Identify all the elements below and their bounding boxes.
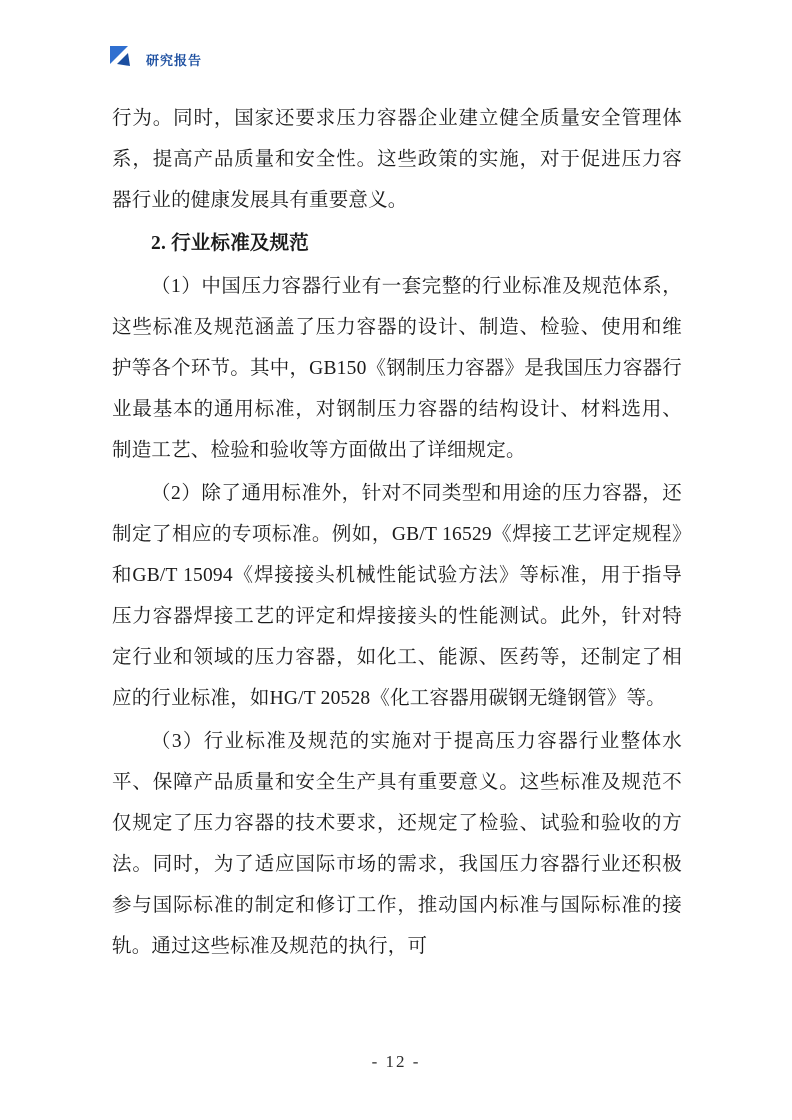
document-header	[108, 44, 202, 74]
paragraph-3: （3）行业标准及规范的实施对于提高压力容器行业整体水平、保障产品质量和安全生产具有重要意义。这些标准及规范不仅规定了压力容器的技术要求，还规定了检验、试验和验收的方法。同时，为了适应国际市场的需求，我国压力容器行业还积极参与国际标准的制定和修订工作，推动国内标准与国际标准的接轨。通过这些标准及规范的执行，可	[112, 731, 682, 957]
paragraph-1: （1）中国压力容器行业有一套完整的行业标准及规范体系，这些标准及规范涵盖了压力容器的设计、制造、检验、使用和维护等各个环节。其中，GB150《钢制压力容器》是我国压力容器行业最基本的通用标准，对钢制压力容器的结构设计、材料选用、制造工艺、检验和验收等方面做出了详细规定。	[112, 276, 682, 461]
arrow-logo-icon	[108, 44, 138, 74]
logo-text: 研究报告	[146, 52, 203, 68]
page-number: - 12 -	[371, 1052, 421, 1071]
document-body	[112, 98, 682, 969]
paragraph-2: （2）除了通用标准外，针对不同类型和用途的压力容器，还制定了相应的专项标准。例如，GB/T 16529《焊接工艺评定规程》和GB/T 15094《焊接接头机械性能试验方法》等标准，用于指导压力容器焊接工艺的评定和焊接接头的性能测试。此外，针对特定行业和领域的压力容器，如化工、能源、医药等，还制定了相应的行业标准，如HG/T 20528《化工容器用碳钢无缝钢管》等。	[112, 483, 682, 709]
paragraph-continuation: 行为。同时，国家还要求压力容器企业建立健全质量安全管理体系，提高产品质量和安全性。这些政策的实施，对于促进压力容器行业的健康发展具有重要意义。	[112, 108, 682, 211]
section-heading: 2. 行业标准及规范	[151, 233, 310, 254]
